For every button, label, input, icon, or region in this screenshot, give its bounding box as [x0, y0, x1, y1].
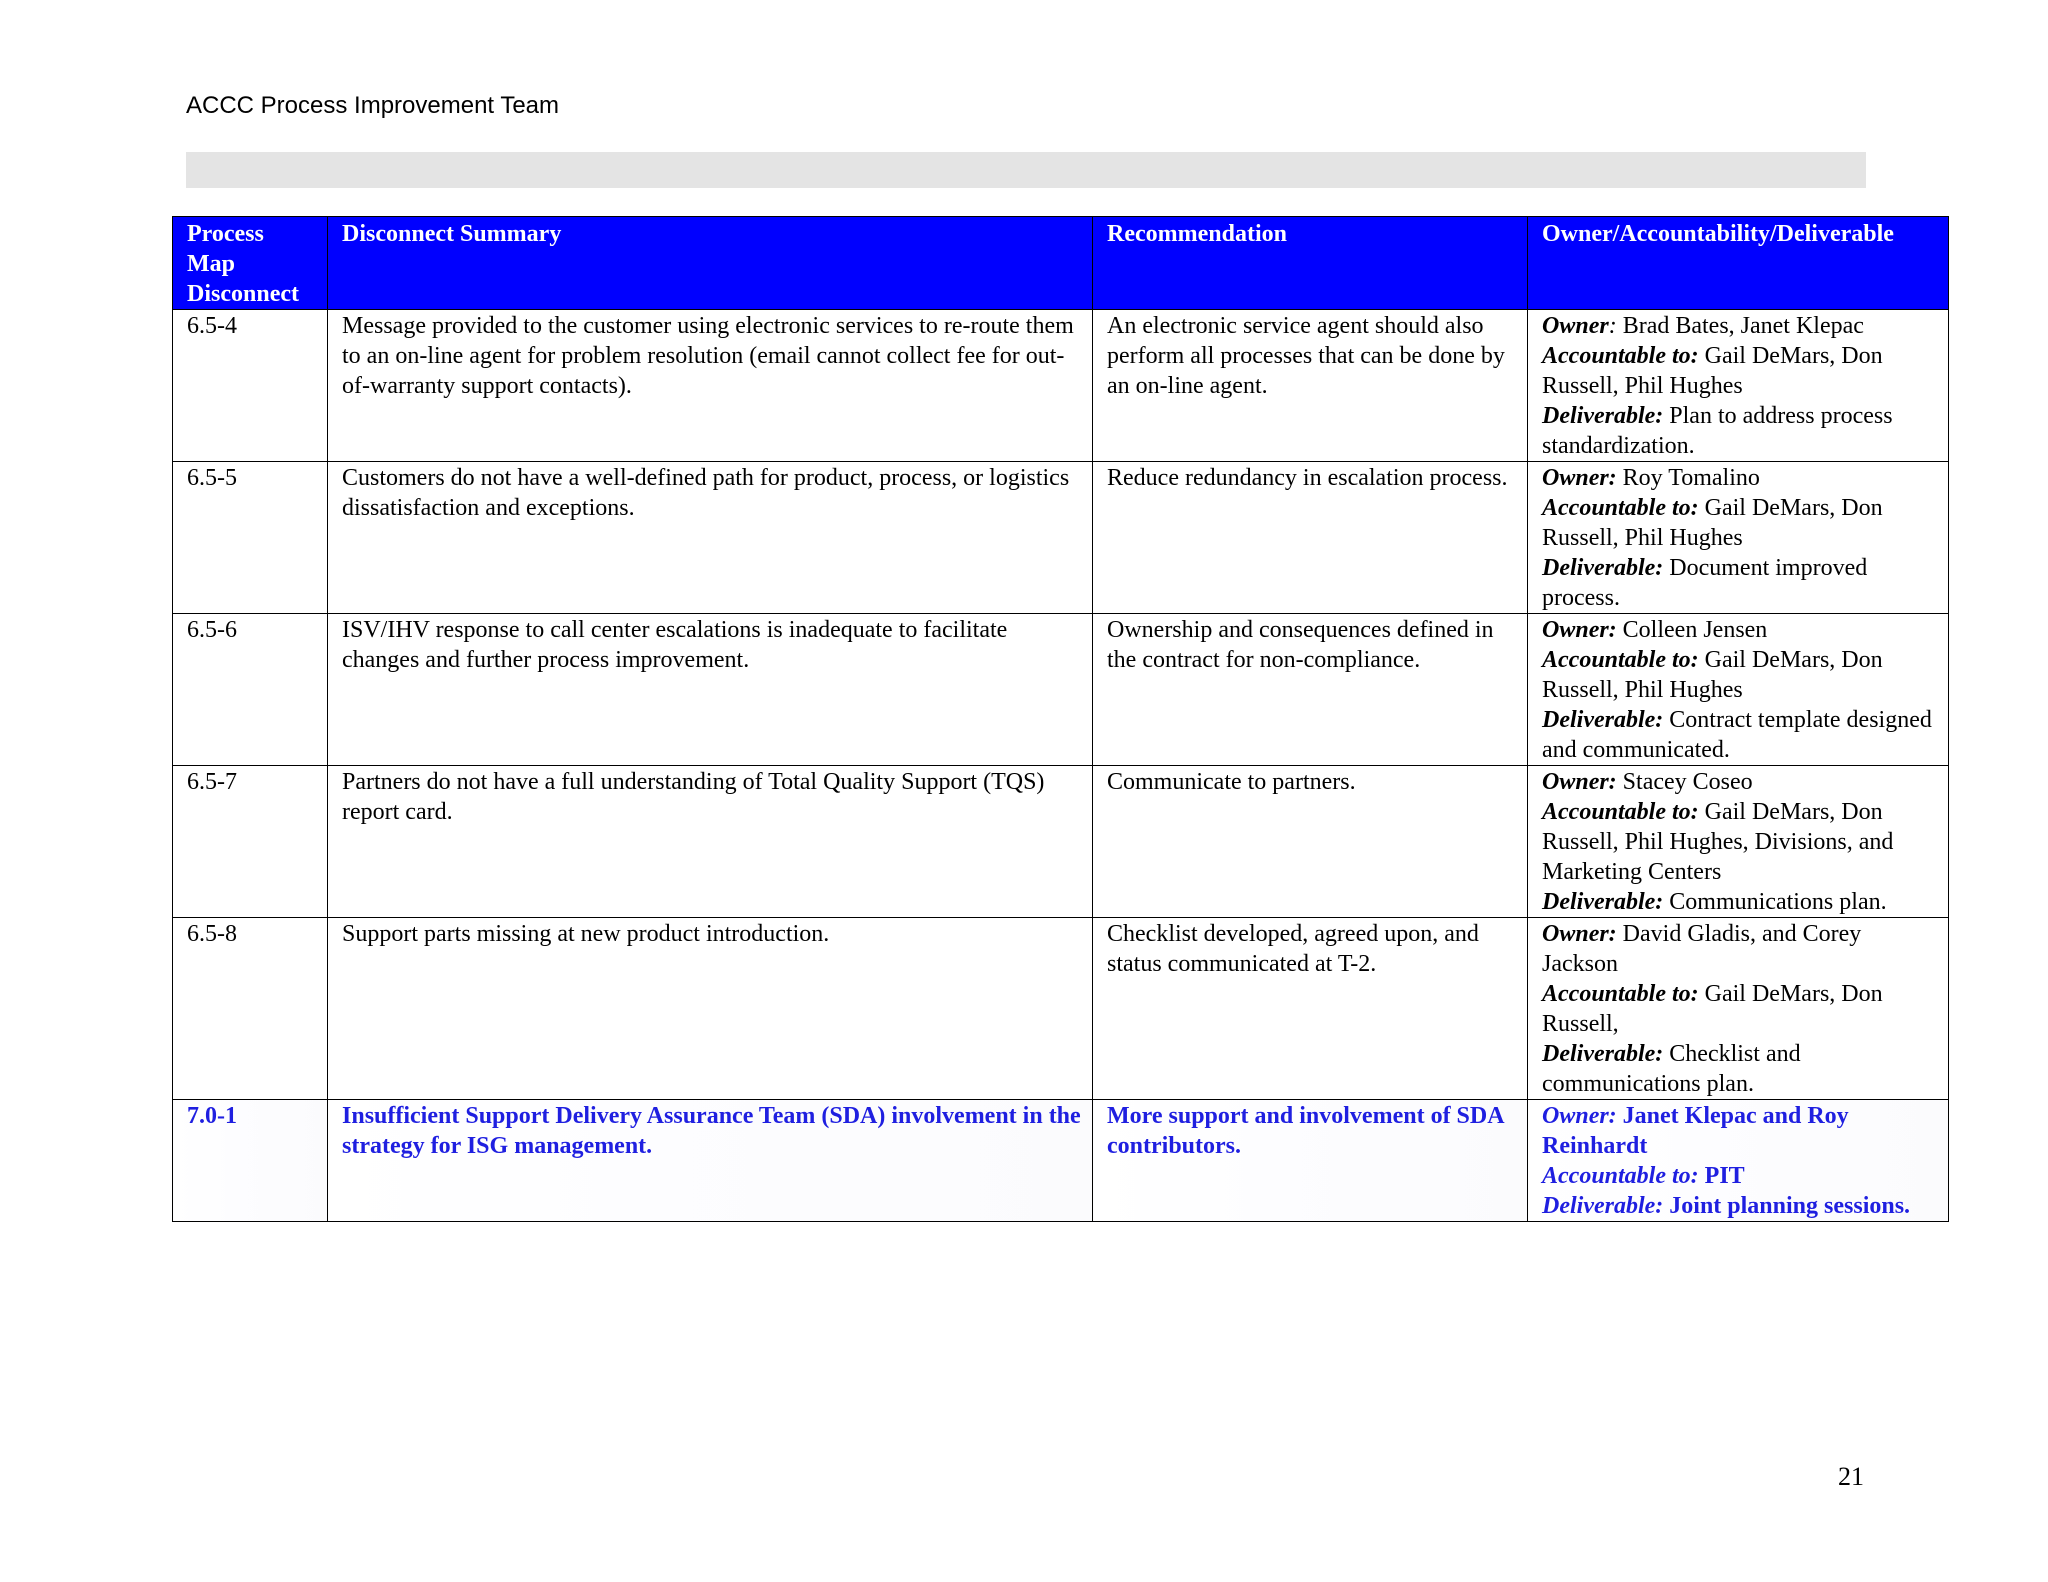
deliverable-value: Plan to address process standardization.	[1542, 403, 1893, 459]
disconnect-id-cell: 6.5-5	[173, 462, 328, 614]
accountable-value: Gail DeMars, Don Russell, Phil Hughes	[1542, 495, 1883, 551]
disconnect-table	[172, 216, 1949, 1222]
owner-line	[1542, 463, 1938, 493]
accountable-label: Accountable to:	[1542, 647, 1699, 673]
accountable-line	[1542, 493, 1938, 553]
deliverable-line	[1542, 705, 1938, 765]
owner-cell	[1528, 614, 1949, 766]
table-row-highlighted	[173, 1100, 1949, 1222]
disconnect-table-container	[172, 216, 1948, 1222]
deliverable-line	[1542, 1039, 1938, 1099]
owner-value: Brad Bates, Janet Klepac	[1616, 313, 1864, 339]
deliverable-label: Deliverable:	[1542, 889, 1664, 915]
recommendation-cell: Communicate to partners.	[1093, 766, 1528, 918]
table-row	[173, 310, 1949, 462]
owner-value: Roy Tomalino	[1616, 465, 1760, 491]
disconnect-summary-cell: Support parts missing at new product introduction.	[328, 918, 1093, 1100]
deliverable-label: Deliverable:	[1542, 707, 1664, 733]
owner-cell	[1528, 918, 1949, 1100]
owner-line	[1542, 615, 1938, 645]
table-row	[173, 614, 1949, 766]
table-row	[173, 462, 1949, 614]
owner-cell	[1528, 462, 1949, 614]
owner-label: Owner:	[1542, 769, 1617, 795]
owner-line	[1542, 1101, 1938, 1161]
accountable-label: Accountable to:	[1542, 1163, 1699, 1189]
disconnect-id-cell: 6.5-8	[173, 918, 328, 1100]
table-header-row	[173, 217, 1949, 310]
owner-separator: :	[1608, 313, 1617, 339]
accountable-line	[1542, 341, 1938, 401]
accountable-value: Gail DeMars, Don Russell, Phil Hughes, Divisions, and Marketing Centers	[1542, 799, 1894, 885]
owner-label: Owner:	[1542, 921, 1617, 947]
disconnect-summary-cell: Insufficient Support Delivery Assurance Team (SDA) involvement in the strategy for ISG management.	[328, 1100, 1093, 1222]
disconnect-summary-cell: Message provided to the customer using electronic services to re-route them to an on-line agent for problem resolution (email cannot collect fee for out-of-warranty support contacts).	[328, 310, 1093, 462]
disconnect-summary-cell: ISV/IHV response to call center escalations is inadequate to facilitate changes and further process improvement.	[328, 614, 1093, 766]
accountable-label: Accountable to:	[1542, 799, 1699, 825]
header-divider-bar	[186, 152, 1866, 188]
accountable-value: Gail DeMars, Don Russell,	[1542, 981, 1883, 1037]
accountable-value: Gail DeMars, Don Russell, Phil Hughes	[1542, 343, 1883, 399]
accountable-label: Accountable to:	[1542, 343, 1699, 369]
deliverable-line	[1542, 887, 1938, 917]
deliverable-value: Checklist and communications plan.	[1542, 1041, 1801, 1097]
owner-line	[1542, 919, 1938, 979]
recommendation-cell: Checklist developed, agreed upon, and status communicated at T-2.	[1093, 918, 1528, 1100]
column-header-owner-accountability-deliverable: Owner/Accountability/Deliverable	[1528, 217, 1949, 310]
page-header-title: ACCC Process Improvement Team	[186, 92, 560, 119]
owner-label: Owner:	[1542, 1103, 1617, 1129]
deliverable-value: Contract template designed and communicated.	[1542, 707, 1932, 763]
disconnect-id-cell: 6.5-6	[173, 614, 328, 766]
disconnect-id-cell: 6.5-7	[173, 766, 328, 918]
deliverable-value: Document improved process.	[1542, 555, 1868, 611]
column-header-disconnect-summary: Disconnect Summary	[328, 217, 1093, 310]
accountable-label: Accountable to:	[1542, 981, 1699, 1007]
disconnect-summary-cell: Customers do not have a well-defined path for product, process, or logistics dissatisfaction and exceptions.	[328, 462, 1093, 614]
deliverable-label: Deliverable:	[1542, 1193, 1664, 1219]
deliverable-line	[1542, 553, 1938, 613]
table-row	[173, 918, 1949, 1100]
deliverable-value: Joint planning sessions.	[1663, 1193, 1911, 1219]
disconnect-id-cell: 6.5-4	[173, 310, 328, 462]
accountable-label: Accountable to:	[1542, 495, 1699, 521]
recommendation-cell: Reduce redundancy in escalation process.	[1093, 462, 1528, 614]
deliverable-line	[1542, 1191, 1938, 1221]
owner-line	[1542, 767, 1938, 797]
owner-line	[1542, 311, 1938, 341]
column-header-process-map-disconnect: Process Map Disconnect	[173, 217, 328, 310]
disconnect-summary-cell: Partners do not have a full understanding of Total Quality Support (TQS) report card.	[328, 766, 1093, 918]
recommendation-cell: More support and involvement of SDA contributors.	[1093, 1100, 1528, 1222]
accountable-line	[1542, 1161, 1938, 1191]
owner-value: Colleen Jensen	[1616, 617, 1768, 643]
deliverable-value: Communications plan.	[1663, 889, 1887, 915]
page-number: 21	[1838, 1462, 1864, 1491]
column-header-recommendation: Recommendation	[1093, 217, 1528, 310]
accountable-line	[1542, 797, 1938, 887]
owner-value: Janet Klepac and Roy Reinhardt	[1542, 1103, 1849, 1159]
disconnect-id-cell: 7.0-1	[173, 1100, 328, 1222]
owner-value: David Gladis, and Corey Jackson	[1542, 921, 1862, 977]
deliverable-line	[1542, 401, 1938, 461]
owner-label: Owner	[1542, 313, 1609, 339]
owner-label: Owner:	[1542, 465, 1617, 491]
table-row	[173, 766, 1949, 918]
deliverable-label: Deliverable:	[1542, 555, 1664, 581]
recommendation-cell: Ownership and consequences defined in the contract for non-compliance.	[1093, 614, 1528, 766]
accountable-line	[1542, 645, 1938, 705]
recommendation-cell: An electronic service agent should also perform all processes that can be done by an on-line agent.	[1093, 310, 1528, 462]
deliverable-label: Deliverable:	[1542, 1041, 1664, 1067]
owner-value: Stacey Coseo	[1616, 769, 1753, 795]
accountable-value: PIT	[1698, 1163, 1745, 1189]
accountable-line	[1542, 979, 1938, 1039]
owner-cell	[1528, 310, 1949, 462]
owner-cell	[1528, 766, 1949, 918]
deliverable-label: Deliverable:	[1542, 403, 1664, 429]
accountable-value: Gail DeMars, Don Russell, Phil Hughes	[1542, 647, 1883, 703]
owner-label: Owner:	[1542, 617, 1617, 643]
owner-cell	[1528, 1100, 1949, 1222]
